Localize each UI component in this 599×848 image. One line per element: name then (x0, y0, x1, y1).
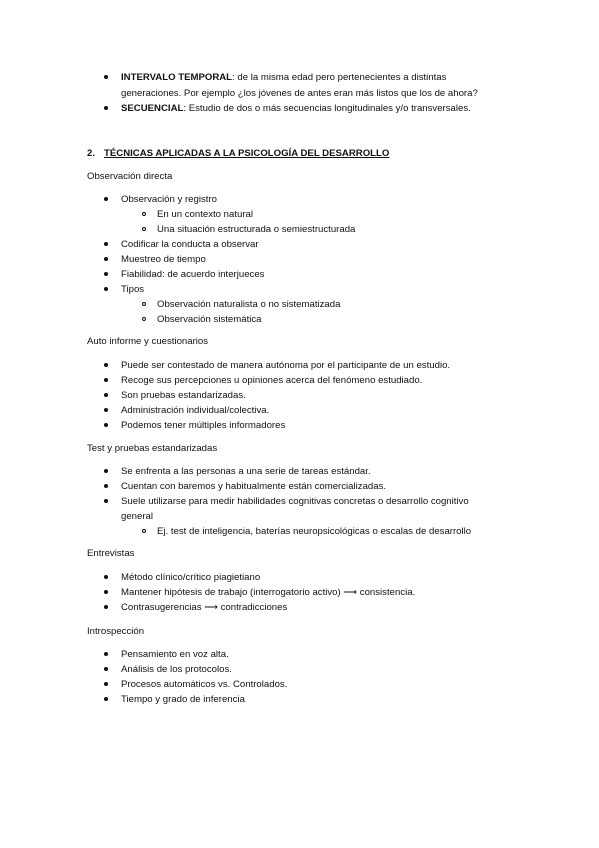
sub-list-item: Observación sistemática (157, 314, 262, 325)
list-item: Pensamiento en voz alta. (121, 649, 229, 660)
list-item-continuation: generaciones. Por ejemplo ¿los jóvenes de antes eran más listos que los de ahora? (121, 88, 478, 99)
list-item: Contrasugerencias ⟶ contradicciones (121, 602, 288, 613)
bullet-icon (104, 287, 108, 291)
bullet-icon (104, 499, 108, 503)
sub-list-item: En un contexto natural (157, 209, 254, 220)
list-item: Procesos automáticos vs. Controlados. (121, 679, 288, 690)
list-item: Suele utilizarse para medir habilidades cognitivas concretas o desarrollo cognitivo (121, 496, 469, 507)
list-item: Administración individual/colectiva. (121, 405, 270, 416)
item-text: : de la misma edad pero pertenecientes a distintas (232, 72, 447, 83)
term-label: SECUENCIAL (121, 103, 184, 114)
list-item: Son pruebas estandarizadas. (121, 390, 246, 401)
circle-bullet-icon (142, 317, 146, 321)
subsection-title: Test y pruebas estandarizadas (87, 443, 218, 454)
bullet-icon (104, 272, 108, 276)
circle-bullet-icon (142, 302, 146, 306)
bullet-icon (104, 575, 108, 579)
sub-list-item: Una situación estructurada o semiestructurada (157, 224, 356, 235)
section-number: 2. (87, 148, 96, 159)
list-item: Análisis de los protocolos. (121, 664, 232, 675)
list-item: Podemos tener múltiples informadores (121, 420, 286, 431)
bullet-icon (104, 242, 108, 246)
bullet-icon (104, 484, 108, 488)
subsection-title: Entrevistas (87, 548, 135, 559)
list-item: Fiabilidad: de acuerdo interjueces (121, 269, 265, 280)
list-item: Recoge sus percepciones u opiniones acerca del fenómeno estudiado. (121, 375, 423, 386)
bullet-icon (104, 469, 108, 473)
list-item: Puede ser contestado de manera autónoma por el participante de un estudio. (121, 360, 451, 371)
bullet-icon (104, 590, 108, 594)
bullet-icon (104, 667, 108, 671)
list-item-intervalo-temporal (121, 71, 508, 84)
bullet-icon (104, 682, 108, 686)
circle-bullet-icon (142, 529, 146, 533)
list-item: Codificar la conducta a observar (121, 239, 259, 250)
circle-bullet-icon (142, 212, 146, 216)
bullet-icon (104, 652, 108, 656)
bullet-icon (104, 605, 108, 609)
bullet-icon (104, 197, 108, 201)
list-item: Tiempo y grado de inferencia (121, 694, 245, 705)
subsection-title: Observación directa (87, 171, 173, 182)
bullet-icon (104, 363, 108, 367)
sub-list-item: Ej. test de inteligencia, baterías neuropsicológicas o escalas de desarrollo (157, 526, 472, 537)
bullet-icon (104, 75, 108, 79)
list-item: Se enfrenta a las personas a una serie de tareas estándar. (121, 466, 371, 477)
subsection-title: Introspección (87, 626, 145, 637)
list-item: Cuentan con baremos y habitualmente están comercializadas. (121, 481, 387, 492)
bullet-icon (104, 378, 108, 382)
item-text: : Estudio de dos o más secuencias longitudinales y/o transversales. (183, 103, 471, 114)
sub-list-item: Observación naturalista o no sistematizada (157, 299, 341, 310)
section-title: TÉCNICAS APLICADAS A LA PSICOLOGÍA DEL DESARROLLO (104, 148, 390, 159)
term-label: INTERVALO TEMPORAL (121, 72, 233, 83)
bullet-icon (104, 393, 108, 397)
list-item: Observación y registro (121, 194, 217, 205)
list-item: Mantener hipótesis de trabajo (interrogatorio activo) ⟶ consistencia. (121, 587, 416, 598)
list-item: Método clínico/crítico piagietiano (121, 572, 261, 583)
bullet-icon (104, 423, 108, 427)
circle-bullet-icon (142, 227, 146, 231)
list-item: Muestreo de tiempo (121, 254, 206, 265)
bullet-icon (104, 106, 108, 110)
list-item-continuation: general (121, 511, 154, 522)
list-item-secuencial (121, 102, 471, 115)
bullet-icon (104, 697, 108, 701)
bullet-icon (104, 257, 108, 261)
bullet-icon (104, 408, 108, 412)
list-item: Tipos (121, 284, 145, 295)
subsection-title: Auto informe y cuestionarios (87, 336, 209, 347)
